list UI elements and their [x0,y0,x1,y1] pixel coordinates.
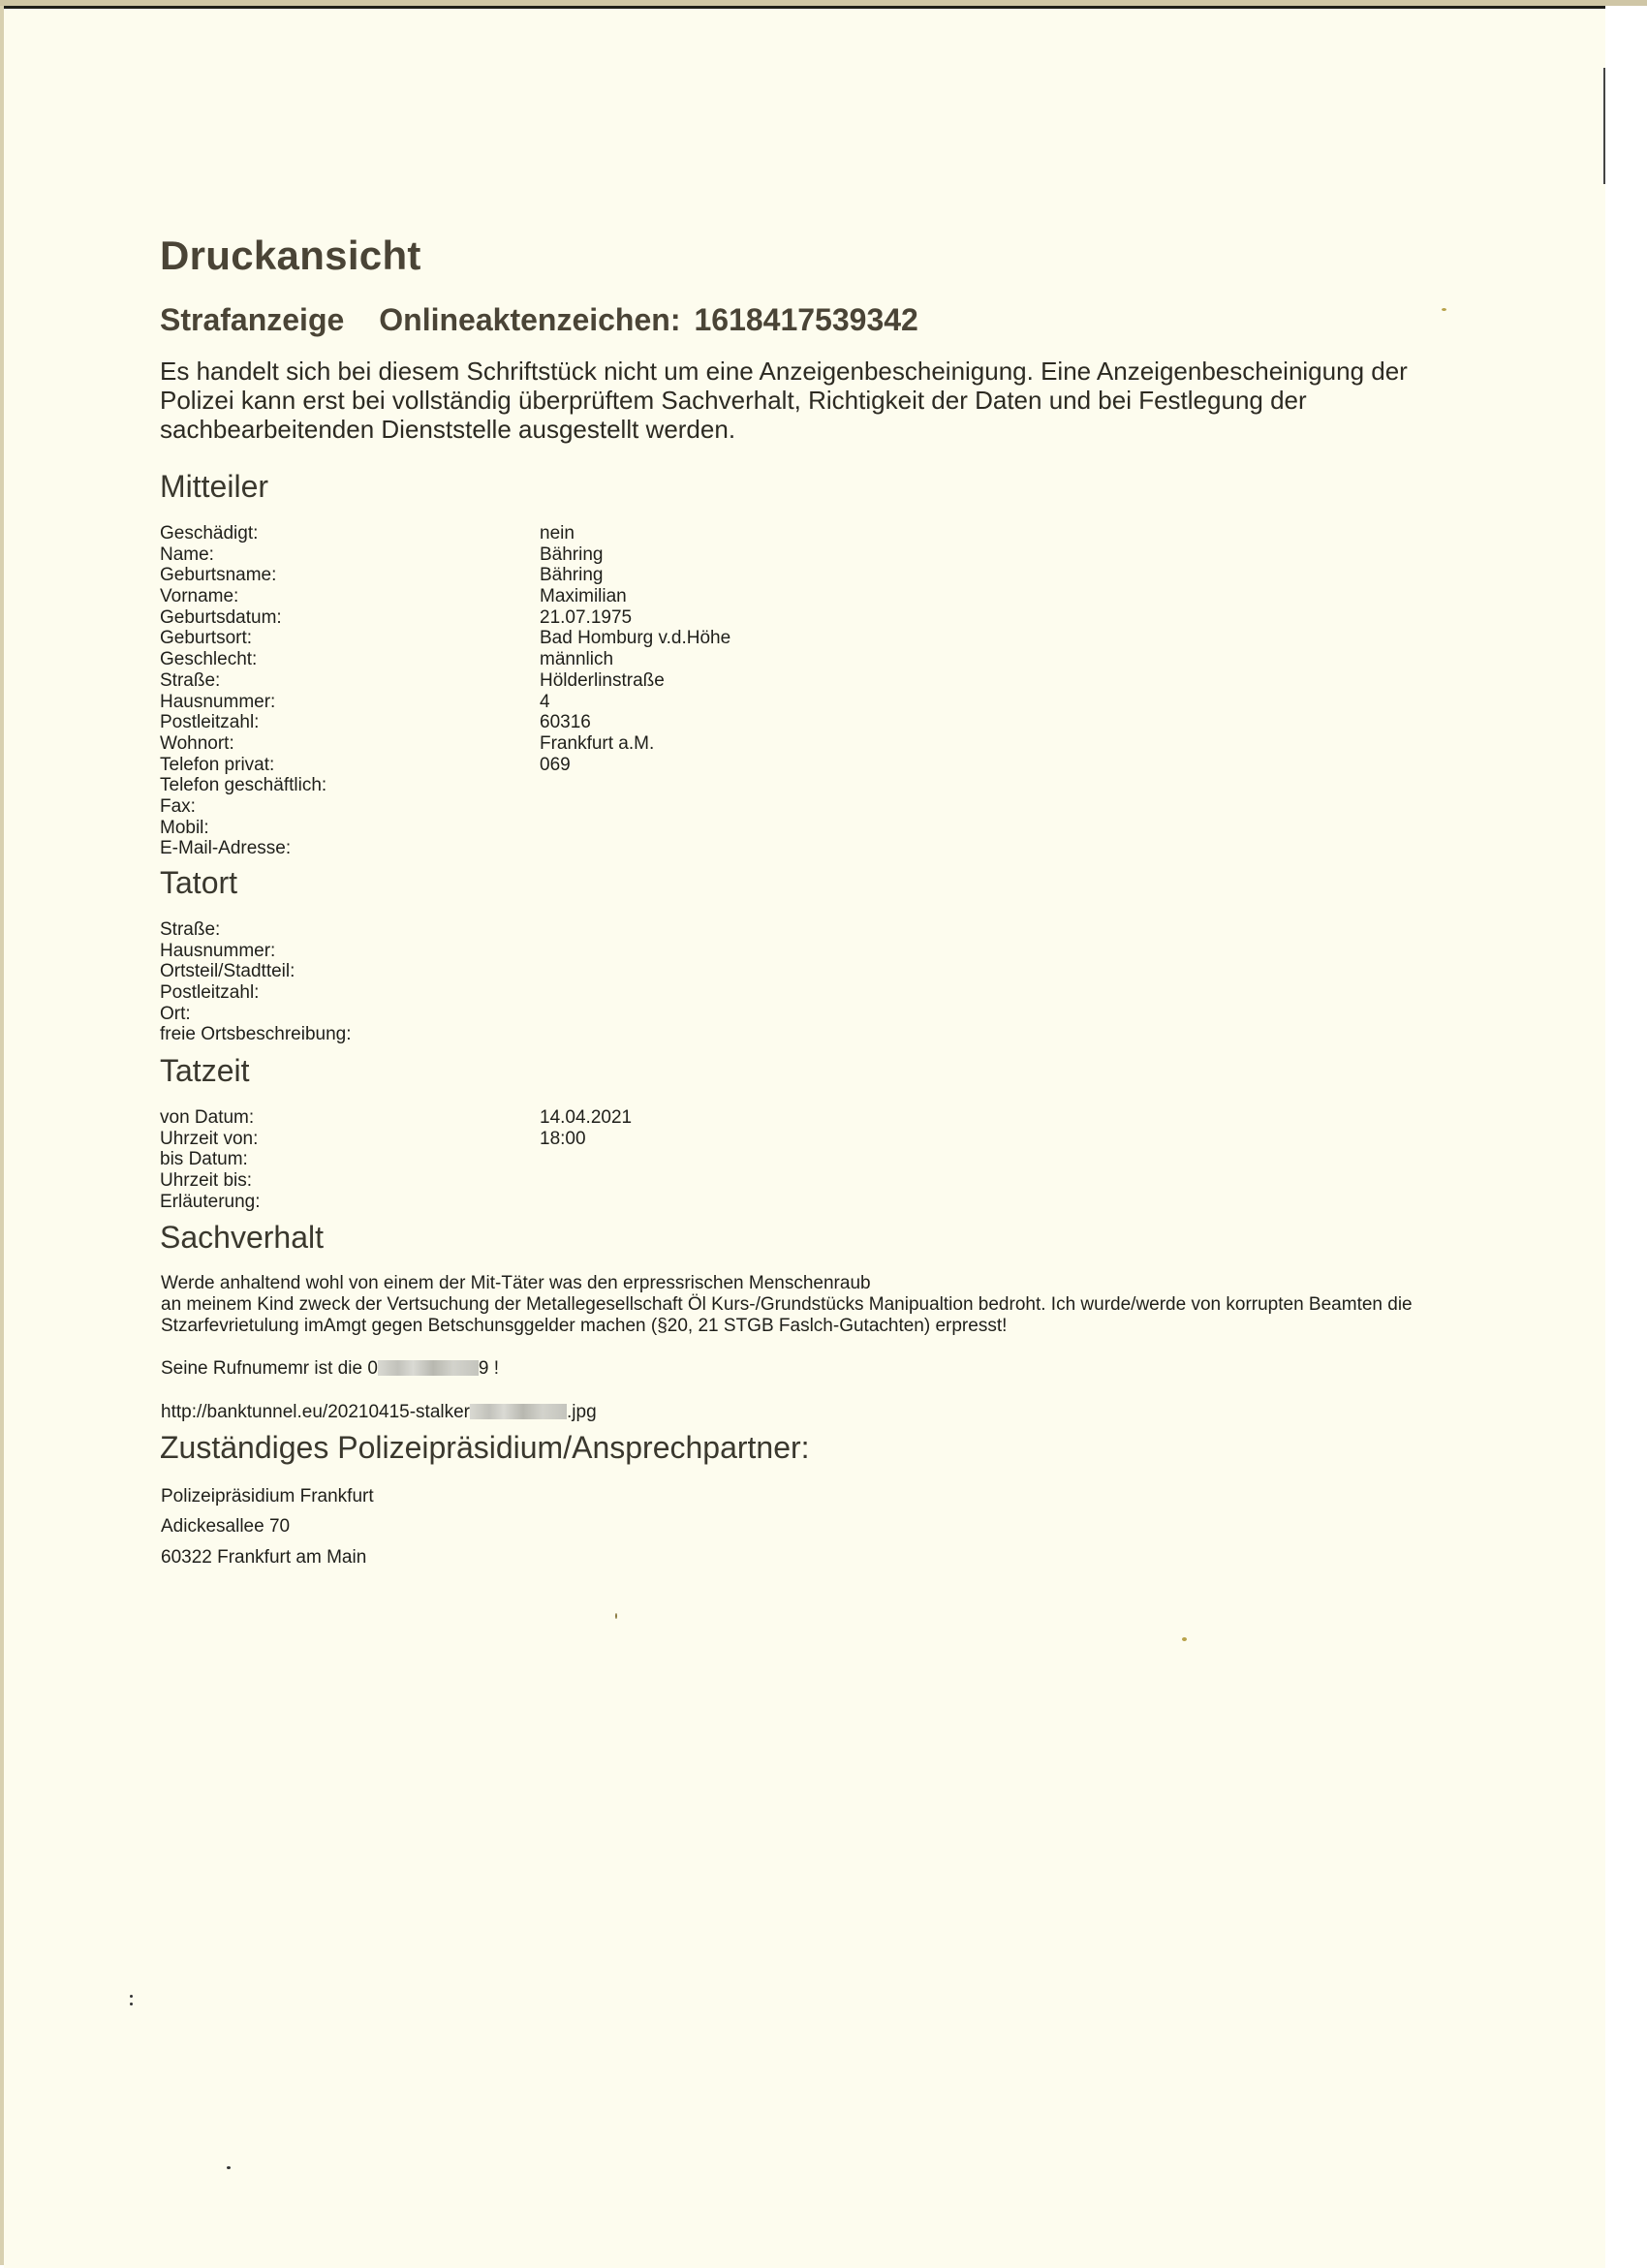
url-suffix: .jpg [567,1402,597,1422]
contact-line-1: Polizeipräsidium Frankfurt [161,1486,374,1507]
field-row [160,544,730,566]
field-label: Vorname: [160,586,239,607]
field-label: Hausnummer: [160,691,276,712]
field-label: Geburtsort: [160,628,253,649]
scan-speck [227,2166,231,2169]
contact-line-2: Adickesallee 70 [161,1516,291,1537]
section-heading-tatzeit: Tatzeit [160,1053,250,1088]
field-row [160,692,730,713]
tatort-fields [160,919,540,1045]
field-label: Uhrzeit bis: [160,1170,253,1192]
field-row [160,982,540,1004]
field-row [160,733,730,755]
field-label: von Datum: [160,1107,255,1128]
field-label: Geburtsdatum: [160,606,282,628]
field-value: Maximilian [540,586,627,607]
field-row [160,1149,632,1170]
field-value: 069 [540,754,571,775]
scan-speck [130,2003,133,2005]
page-title: Druckansicht [160,233,421,278]
field-label: Hausnummer: [160,940,276,961]
field-label: Name: [160,544,214,565]
field-label: Straße: [160,669,221,691]
field-row [160,1170,632,1192]
reference-label: Onlineaktenzeichen: [379,302,681,337]
scan-speck [615,1613,617,1619]
field-value: Hölderlinstraße [540,669,665,691]
field-label: E-Mail-Adresse: [160,838,292,859]
report-type: Strafanzeige [160,302,345,337]
field-row [160,565,730,586]
section-heading-tatort: Tatort [160,865,238,900]
field-label: Ort: [160,1003,191,1024]
field-label: Telefon privat: [160,754,275,775]
tatzeit-fields [160,1107,632,1212]
field-value: nein [540,523,575,544]
field-row [160,818,730,839]
field-row [160,1129,632,1150]
field-row [160,775,730,796]
field-row [160,838,730,859]
field-value: 14.04.2021 [540,1107,633,1128]
scan-right-edge-mark [1603,68,1605,184]
field-value: Bähring [540,544,604,565]
field-value: 4 [540,691,550,712]
phone-number-line [161,1358,499,1380]
field-label: Straße: [160,919,221,940]
field-label: Postleitzahl: [160,982,260,1004]
sachverhalt-line-2: an meinem Kind zweck der Vertsuchung der Metallegesellschaft Öl Kurs-/Grundstücks Manipualtion bedroht. Ich wurde/werde von korrupten Beamten die [161,1294,1413,1315]
url-prefix: http://banktunnel.eu/20210415-stalker [161,1402,471,1422]
field-row [160,712,730,733]
mitteiler-fields [160,523,730,859]
field-label: Wohnort: [160,732,234,754]
sachverhalt-line-3: Stzarfevrietulung imAmgt gegen Betschunsggelder machen (§20, 21 STGB Faslch-Gutachten) erpresst! [161,1316,1008,1336]
field-row [160,649,730,670]
field-label: Postleitzahl: [160,712,260,733]
field-label: Geschädigt: [160,523,259,544]
field-label: Geburtsname: [160,565,277,586]
redacted-url-part [470,1404,567,1419]
field-value: 21.07.1975 [540,606,633,628]
field-row [160,523,730,544]
phone-suffix: 9 ! [478,1358,500,1379]
scan-speck [130,1995,133,1998]
field-row [160,628,730,649]
phone-prefix: Seine Rufnumemr ist die 0 [161,1358,378,1379]
field-row [160,586,730,607]
field-value: 18:00 [540,1128,586,1149]
field-label: Uhrzeit von: [160,1128,259,1149]
field-label: freie Ortsbeschreibung: [160,1024,352,1045]
contact-line-3: 60322 Frankfurt am Main [161,1547,367,1568]
field-row [160,1024,540,1045]
field-label: Telefon geschäftlich: [160,775,327,796]
disclaimer-paragraph: Es handelt sich bei diesem Schriftstück nicht um eine Anzeigenbescheinigung. Eine Anzeigenbescheinigung der Polizei kann erst bei vollständig überprüftem Sachverhalt, Richtigkeit der Daten und bei Festlegung der sachbearbeitenden Dienststelle ausgestellt werden. [160,357,1408,444]
field-label: Ortsteil/Stadtteil: [160,961,295,982]
field-value: männlich [540,649,614,670]
field-label: Mobil: [160,817,209,838]
field-row [160,755,730,776]
field-label: Erläuterung: [160,1191,261,1212]
field-row [160,1004,540,1025]
sachverhalt-line-1: Werde anhaltend wohl von einem der Mit-Täter was den erpressrischen Menschenraub [161,1273,871,1293]
url-line [161,1402,597,1423]
field-label: bis Datum: [160,1149,248,1170]
field-row [160,607,730,629]
section-heading-sachverhalt: Sachverhalt [160,1220,324,1255]
field-value: Bad Homburg v.d.Höhe [540,628,731,649]
field-row [160,961,540,982]
field-row [160,919,540,941]
field-row [160,941,540,962]
document-subtitle [160,302,918,338]
field-label: Geschlecht: [160,649,258,670]
scan-speck [1182,1637,1187,1641]
field-label: Fax: [160,795,196,817]
field-value: 60316 [540,712,591,733]
field-row [160,1107,632,1129]
section-heading-contact: Zuständiges Polizeipräsidium/Ansprechpartner: [160,1430,810,1465]
field-row [160,796,730,818]
field-row [160,1192,632,1213]
reference-number: 1618417539342 [694,302,918,337]
section-heading-mitteiler: Mitteiler [160,469,269,504]
redacted-phone [378,1360,479,1376]
field-value: Bähring [540,565,604,586]
scan-speck [1442,308,1446,311]
field-row [160,670,730,692]
field-value: Frankfurt a.M. [540,732,655,754]
